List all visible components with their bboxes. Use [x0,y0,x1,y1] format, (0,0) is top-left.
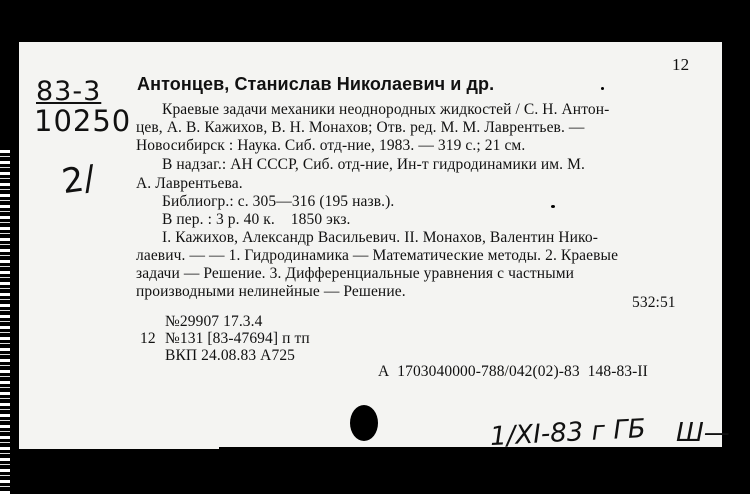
entry-line: I. Кажихов, Александр Васильевич. II. Монахов, Валентин Нико- [162,229,598,246]
entry-line: производными нелинейные — Решение. [136,283,406,300]
scan-edge-strip [0,150,10,494]
entry-line: В надзаг.: АН СССР, Сиб. отд-ние, Ин-т гидродинамики им. М. [162,156,585,173]
entry-heading: Антонцев, Станислав Николаевич и др. [137,74,495,94]
call-number-line2: 10250 [34,104,132,138]
handwritten-mark: 2/ [59,157,98,203]
registry-line2-prefix: 12 [140,330,156,347]
entry-line: Библиогр.: с. 305—316 (195 назв.). [162,193,395,210]
registry-line2: №131 [83-47694] п тп [165,330,310,347]
handwritten-footer-right: Ш— [676,418,730,448]
registry-line1: №29907 17.3.4 [165,313,263,330]
registry-line3: ВКП 24.08.83 А725 [165,347,296,364]
ink-blot [350,405,378,441]
ink-dot [601,87,604,90]
entry-line: Новосибирск : Наука. Сиб. отд-ние, 1983. — 319 с.; 21 см. [136,137,526,154]
entry-line: А. Лаврентьева. [136,175,243,192]
ink-dot [551,205,555,208]
entry-line: цев, А. В. Кажихов, В. Н. Монахов; Отв. ред. М. М. Лаврентьев. — [136,119,585,136]
entry-line: задачи — Решение. 3. Дифференциальные уравнения с частными [136,265,575,282]
entry-line: Краевые задачи механики неоднородных жидкостей / С. Н. Антон- [162,101,610,118]
handwritten-footer: 1/XI-83 г ГБ [489,413,647,453]
index-code: А 1703040000-788/042(02)-83 148-83-II [378,363,648,380]
card-edge [19,447,219,449]
udc-code: 532:51 [632,294,676,311]
entry-line: В пер. : 3 р. 40 к. 1850 экз. [162,211,351,228]
entry-line: лаевич. — — 1. Гидродинамика — Математические методы. 2. Краевые [136,247,619,264]
call-number-line1: 83-3 [36,76,102,107]
card-number: 12 [672,55,690,74]
